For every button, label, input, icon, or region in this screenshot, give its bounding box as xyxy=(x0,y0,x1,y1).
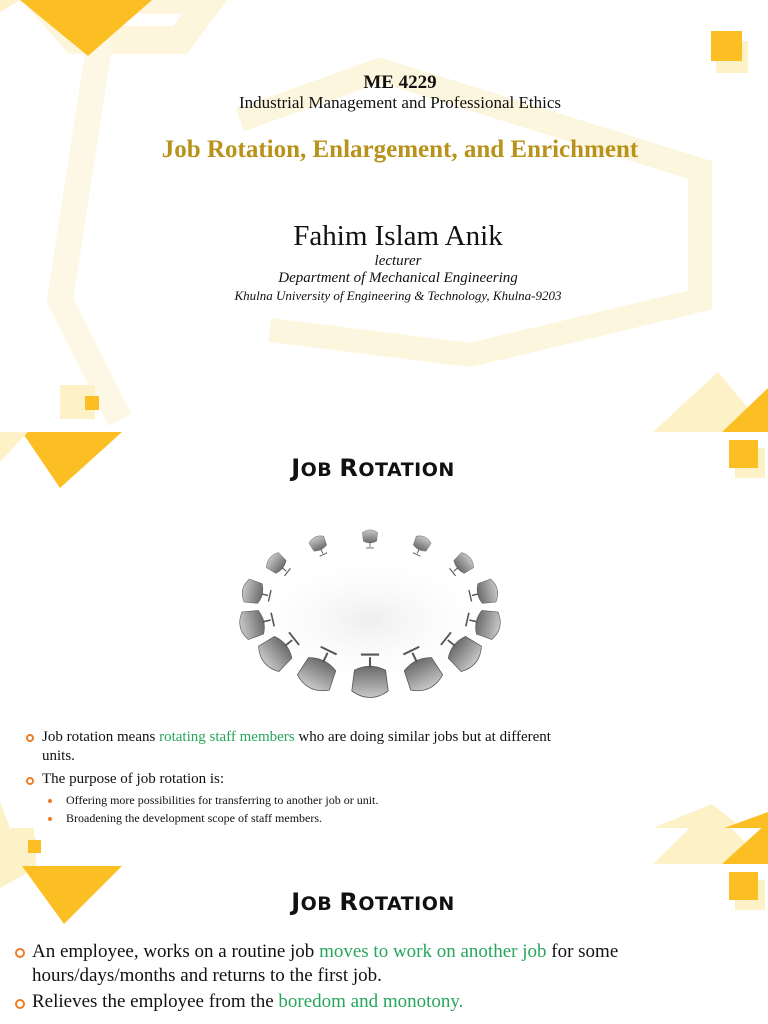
course-code: ME 4229 xyxy=(363,72,437,93)
chair-icon xyxy=(362,530,377,548)
author-name: Fahim Islam Anik xyxy=(293,220,503,252)
sub-bullet-transfer: Offering more possibilities for transferring to another job or unit. xyxy=(66,793,379,807)
title-slide xyxy=(0,0,768,432)
bullet-marker xyxy=(15,948,25,958)
course-name: Industrial Management and Professional Ethics xyxy=(239,93,561,112)
bullet-definition: Job rotation means rotating staff members who are doing similar jobs but at different units. xyxy=(42,729,551,764)
sub-bullet-marker xyxy=(48,799,52,803)
author-department: Department of Mechanical Engineering xyxy=(278,270,518,286)
job-rotation-slide-1 xyxy=(0,432,768,828)
bullet-marker xyxy=(26,777,34,785)
bullet-marker xyxy=(15,999,25,1009)
bullet-routine-job: An employee, works on a routine job moves to work on another job for some hours/days/months and returns to the first job. xyxy=(32,941,619,986)
bullet-purpose: The purpose of job rotation is: xyxy=(42,771,225,787)
sub-bullet-development: Broadening the development scope of staff members. xyxy=(66,811,323,825)
bullet-marker xyxy=(26,734,34,742)
presentation-title: Job Rotation, Enlargement, and Enrichment xyxy=(161,136,639,163)
job-rotation-slide-2 xyxy=(0,828,768,1024)
author-university: Khulna University of Engineering & Technology, Khulna-9203 xyxy=(234,288,562,303)
slide-title: JOB ROTATION xyxy=(291,888,455,916)
slide-title: JOB ROTATION xyxy=(291,454,455,482)
background-decoration xyxy=(0,0,768,432)
bullet-boredom: Relieves the employee from the boredom and monotony. xyxy=(32,991,464,1012)
sub-bullet-marker xyxy=(48,817,52,821)
chairs-circle-image xyxy=(230,520,510,698)
author-role: lecturer xyxy=(374,253,422,269)
